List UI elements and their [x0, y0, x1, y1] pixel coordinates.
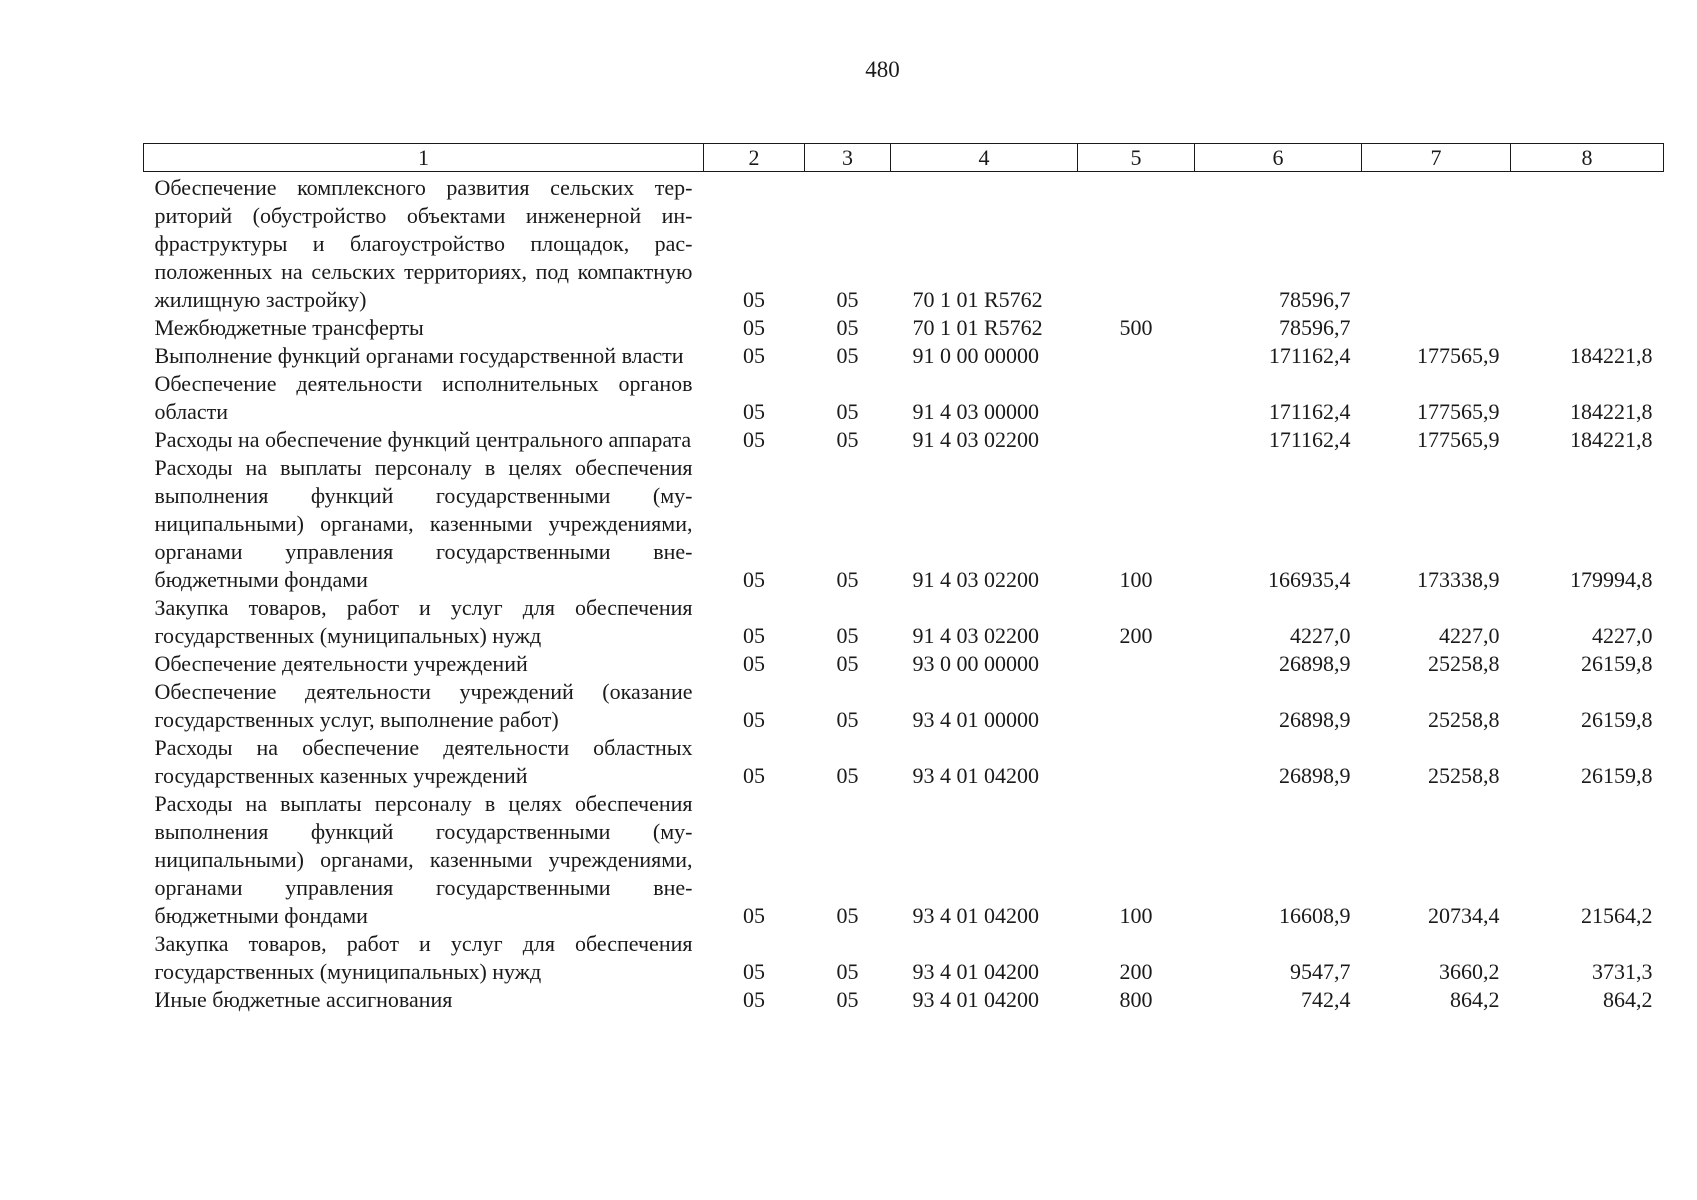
- row-vr-cell: [1078, 734, 1195, 790]
- table-row: [144, 930, 1664, 986]
- row-name-cell: Расходы на выплаты персоналу в целях обеспечения выполнения функций государственными (муниципальными) органами, казенными учреждениями, органами управления государственными внебюджетными фондами: [154, 791, 693, 928]
- header-cell-year3: 8: [1511, 144, 1664, 172]
- row-csr-cell: 91 4 03 02200: [912, 567, 1039, 592]
- row-year3-cell: 864,2: [1603, 987, 1653, 1012]
- row-pr-cell: 05: [836, 987, 859, 1012]
- row-year1-cell: 26898,9: [1279, 651, 1351, 676]
- row-rz-cell: 05: [743, 651, 765, 676]
- table-row: [144, 342, 1664, 370]
- row-rz-cell: 05: [743, 763, 765, 788]
- row-csr-cell: 93 4 01 00000: [912, 707, 1039, 732]
- row-pr-cell: 05: [836, 959, 859, 984]
- row-name-cell: Выполнение функций органами государственной власти: [154, 343, 684, 368]
- row-year3-cell: 179994,8: [1570, 567, 1653, 592]
- page-number: 480: [865, 57, 900, 82]
- row-name-cell: Обеспечение деятельности учреждений: [154, 651, 528, 676]
- row-rz-cell: 05: [743, 623, 765, 648]
- row-pr-cell: 05: [836, 623, 859, 648]
- table-row: [144, 426, 1664, 454]
- row-rz-cell: 05: [743, 987, 765, 1012]
- row-year3-cell: [1511, 172, 1664, 315]
- row-csr-cell: 91 0 00 00000: [912, 343, 1039, 368]
- header-cell-csr: 4: [891, 144, 1078, 172]
- table-row: [144, 986, 1664, 1014]
- row-year1-cell: 171162,4: [1268, 427, 1351, 452]
- row-csr-cell: 91 4 03 02200: [912, 623, 1039, 648]
- row-year3-cell: 3731,3: [1592, 959, 1653, 984]
- row-year1-cell: 26898,9: [1279, 763, 1351, 788]
- row-csr-cell: 93 4 01 04200: [912, 959, 1039, 984]
- row-year1-cell: 166935,4: [1268, 567, 1351, 592]
- row-vr-cell: [1078, 370, 1195, 426]
- row-year2-cell: 25258,8: [1428, 707, 1500, 732]
- row-pr-cell: 05: [836, 427, 859, 452]
- row-rz-cell: 05: [743, 903, 765, 928]
- row-year3-cell: 26159,8: [1581, 763, 1653, 788]
- row-rz-cell: 05: [743, 567, 765, 592]
- row-name-cell: Обеспечение деятельности исполнительных органов области: [154, 371, 693, 424]
- row-csr-cell: 93 4 01 04200: [912, 903, 1039, 928]
- row-year3-cell: 184221,8: [1570, 427, 1653, 452]
- row-name-cell: Закупка товаров, работ и услуг для обеспечения государственных (муниципальных) нужд: [154, 595, 693, 648]
- row-year2-cell: 177565,9: [1417, 399, 1500, 424]
- row-csr-cell: 93 0 00 00000: [912, 651, 1039, 676]
- row-name-cell: Расходы на обеспечение деятельности областных государственных казенных учреждений: [154, 735, 693, 788]
- row-year1-cell: 4227,0: [1290, 623, 1351, 648]
- row-csr-cell: 91 4 03 00000: [912, 399, 1039, 424]
- row-rz-cell: 05: [743, 399, 765, 424]
- row-vr-cell: [1078, 342, 1195, 370]
- row-name-cell: Обеспечение комплексного развития сельских территорий (обустройство объектами инженерной инфраструктуры и благоустройство площадок, расположенных на сельских территориях, под компактную жилищную застройку): [154, 175, 693, 312]
- row-pr-cell: 05: [836, 763, 859, 788]
- row-name-cell: Расходы на обеспечение функций центрального аппарата: [154, 427, 692, 452]
- table-row: [144, 790, 1664, 930]
- row-name-cell: Закупка товаров, работ и услуг для обеспечения государственных (муниципальных) нужд: [154, 931, 693, 984]
- row-rz-cell: 05: [743, 959, 765, 984]
- row-name-cell: Иные бюджетные ассигнования: [154, 987, 453, 1012]
- row-rz-cell: 05: [743, 343, 765, 368]
- table-row: [144, 370, 1664, 426]
- row-vr-cell: 500: [1119, 315, 1153, 340]
- row-year2-cell: [1362, 314, 1511, 342]
- row-name-cell: Расходы на выплаты персоналу в целях обеспечения выполнения функций государственными (муниципальными) органами, казенными учреждениями, органами управления государственными внебюджетными фондами: [154, 455, 693, 592]
- row-year2-cell: 3660,2: [1439, 959, 1500, 984]
- table-row: [144, 734, 1664, 790]
- row-vr-cell: [1078, 650, 1195, 678]
- row-pr-cell: 05: [836, 903, 859, 928]
- row-year3-cell: [1511, 314, 1664, 342]
- header-cell-pr: 3: [805, 144, 891, 172]
- row-year3-cell: 26159,8: [1581, 651, 1653, 676]
- row-year2-cell: 864,2: [1450, 987, 1500, 1012]
- row-year1-cell: 78596,7: [1279, 315, 1351, 340]
- row-year3-cell: 4227,0: [1592, 623, 1653, 648]
- header-cell-year1: 6: [1195, 144, 1362, 172]
- row-name-cell: Межбюджетные трансферты: [154, 315, 424, 340]
- row-year1-cell: 171162,4: [1268, 399, 1351, 424]
- row-vr-cell: 100: [1119, 903, 1153, 928]
- row-year3-cell: 21564,2: [1581, 903, 1653, 928]
- row-rz-cell: 05: [743, 315, 765, 340]
- row-vr-cell: 200: [1119, 623, 1153, 648]
- row-vr-cell: 100: [1119, 567, 1153, 592]
- row-year2-cell: 20734,4: [1428, 903, 1500, 928]
- row-csr-cell: 93 4 01 04200: [912, 763, 1039, 788]
- row-csr-cell: 93 4 01 04200: [912, 987, 1039, 1012]
- row-year2-cell: 25258,8: [1428, 651, 1500, 676]
- row-year1-cell: 9547,7: [1290, 959, 1351, 984]
- row-vr-cell: 800: [1119, 987, 1153, 1012]
- row-year2-cell: 173338,9: [1417, 567, 1500, 592]
- table-header: [144, 144, 1664, 172]
- row-rz-cell: 05: [743, 427, 765, 452]
- row-pr-cell: 05: [836, 651, 859, 676]
- row-pr-cell: 05: [836, 707, 859, 732]
- table-row: [144, 454, 1664, 594]
- row-year1-cell: 16608,9: [1279, 903, 1351, 928]
- table-row: [144, 172, 1664, 315]
- row-csr-cell: 70 1 01 R5762: [912, 287, 1043, 312]
- header-cell-name: 1: [144, 144, 704, 172]
- row-year2-cell: 177565,9: [1417, 343, 1500, 368]
- table-row: [144, 678, 1664, 734]
- budget-table: [143, 143, 1664, 1014]
- row-vr-cell: [1078, 426, 1195, 454]
- row-rz-cell: 05: [743, 707, 765, 732]
- row-vr-cell: 200: [1119, 959, 1153, 984]
- row-pr-cell: 05: [836, 567, 859, 592]
- row-vr-cell: [1078, 678, 1195, 734]
- header-cell-vr: 5: [1078, 144, 1195, 172]
- row-name-cell: Обеспечение деятельности учреждений (оказание государственных услуг, выполнение работ): [154, 679, 693, 732]
- row-year2-cell: 177565,9: [1417, 427, 1500, 452]
- table-row: [144, 314, 1664, 342]
- table-row: [144, 594, 1664, 650]
- row-year1-cell: 742,4: [1301, 987, 1351, 1012]
- row-year2-cell: 25258,8: [1428, 763, 1500, 788]
- row-year3-cell: 184221,8: [1570, 399, 1653, 424]
- row-year1-cell: 171162,4: [1268, 343, 1351, 368]
- row-year1-cell: 78596,7: [1279, 287, 1351, 312]
- row-year2-cell: [1362, 172, 1511, 315]
- row-year3-cell: 184221,8: [1570, 343, 1653, 368]
- row-rz-cell: 05: [743, 287, 765, 312]
- row-year1-cell: 26898,9: [1279, 707, 1351, 732]
- header-cell-year2: 7: [1362, 144, 1511, 172]
- header-row: [144, 144, 1664, 172]
- row-year2-cell: 4227,0: [1439, 623, 1500, 648]
- row-pr-cell: 05: [836, 315, 859, 340]
- row-year3-cell: 26159,8: [1581, 707, 1653, 732]
- row-pr-cell: 05: [836, 399, 859, 424]
- table-row: [144, 650, 1664, 678]
- row-pr-cell: 05: [836, 287, 859, 312]
- row-csr-cell: 70 1 01 R5762: [912, 315, 1043, 340]
- row-pr-cell: 05: [836, 343, 859, 368]
- table-body: [144, 172, 1664, 1015]
- row-vr-cell: [1078, 172, 1195, 315]
- row-csr-cell: 91 4 03 02200: [912, 427, 1039, 452]
- header-cell-rz: 2: [704, 144, 805, 172]
